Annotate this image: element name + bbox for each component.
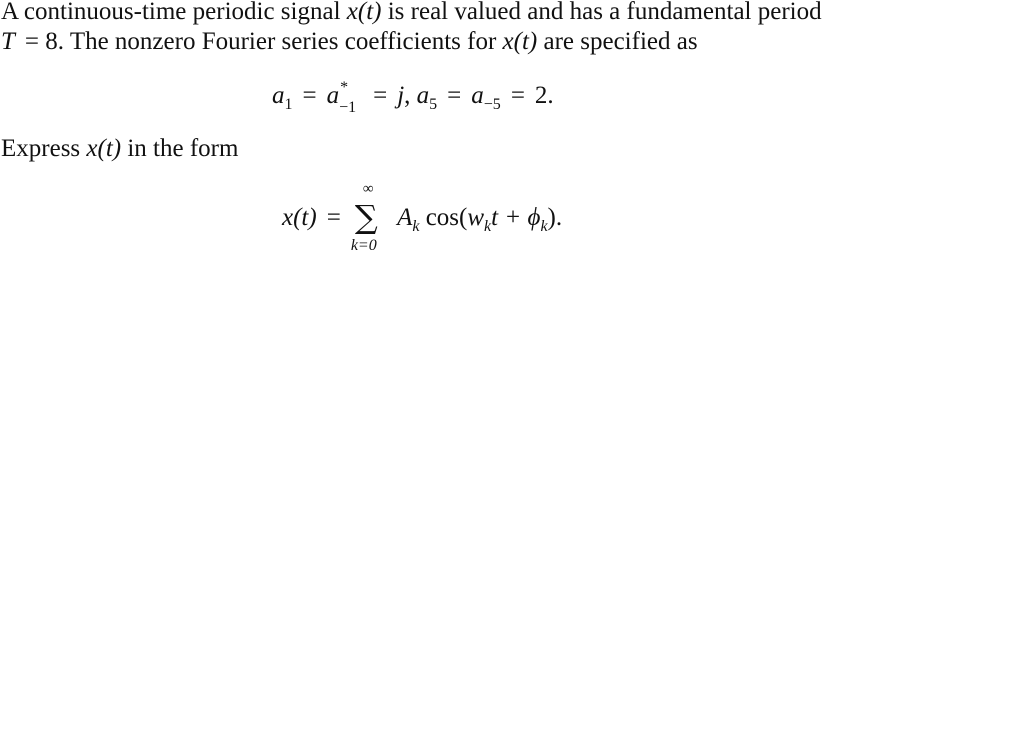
t-plus: t + xyxy=(491,204,522,231)
coef-a: a xyxy=(326,82,340,109)
conjugate-index xyxy=(339,79,363,116)
equals-sign: = xyxy=(326,204,341,231)
sum-upper-limit: ∞ xyxy=(362,181,374,197)
express-instruction xyxy=(1,134,238,164)
equals-sign: = xyxy=(373,82,388,109)
intro-text: A continuous-time periodic signal xyxy=(1,0,347,25)
conjugate-star: * xyxy=(340,79,349,96)
fourier-form-equation xyxy=(282,181,563,254)
equals-sign: = xyxy=(24,28,40,55)
coef-a: a xyxy=(471,82,484,109)
sum-lower-limit: k=0 xyxy=(350,237,377,254)
express-text: Express xyxy=(1,135,87,162)
lhs-x-of-t: x(t) xyxy=(282,204,317,231)
closing-paren: ). xyxy=(547,204,563,231)
equals-sign: = xyxy=(510,82,525,109)
problem-statement xyxy=(1,0,822,57)
subscript-k: k xyxy=(484,218,492,235)
coef-a: a xyxy=(416,82,430,109)
equals-sign: = xyxy=(447,82,462,109)
frequency-w: w xyxy=(467,204,485,231)
phase-phi: ϕ xyxy=(527,204,541,231)
signal-x-of-t: x(t) xyxy=(502,28,538,55)
period-symbol: T xyxy=(1,28,15,55)
sigma-symbol: ∑ xyxy=(354,198,378,236)
subscript-k: k xyxy=(412,218,420,235)
subscript-1: 1 xyxy=(284,96,293,113)
subscript-minus-1: −1 xyxy=(339,99,357,116)
subscript-minus-5: −5 xyxy=(483,96,501,113)
comma: , xyxy=(404,82,411,109)
equals-sign: = xyxy=(302,82,317,109)
amplitude-A: A xyxy=(397,204,413,231)
form-text: in the form xyxy=(121,135,239,162)
cos-function: cos( xyxy=(425,204,468,231)
signal-x-of-t: x(t) xyxy=(86,135,122,162)
subscript-k: k xyxy=(540,218,548,235)
period-value-text: 8. The nonzero Fourier series coefficients for xyxy=(39,28,503,55)
intro-text-continued: is real valued and has a fundamental period xyxy=(381,0,822,25)
subscript-5: 5 xyxy=(429,96,438,113)
specified-text: are specified as xyxy=(537,28,698,55)
value-two: 2. xyxy=(534,82,554,109)
signal-x-of-t: x(t) xyxy=(346,0,382,25)
coefficient-equation xyxy=(272,81,554,114)
imaginary-j: j xyxy=(397,82,405,109)
coef-a: a xyxy=(272,82,285,109)
summation xyxy=(350,181,391,254)
